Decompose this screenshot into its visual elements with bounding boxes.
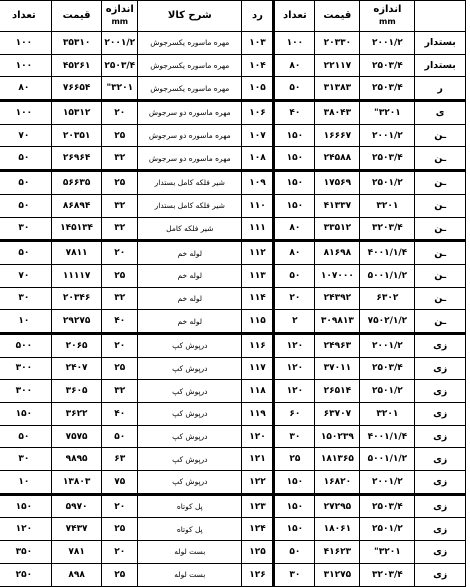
qty-cell-right: ۵۰ — [274, 77, 315, 101]
qty-cell: ۷۰ — [0, 124, 51, 147]
qty-cell: ۵۰ — [0, 241, 51, 265]
description-cell-right: ـن — [415, 241, 466, 265]
size-cell: ۲۰ — [102, 541, 138, 564]
row-number-cell: ۱۲۶ — [242, 563, 274, 586]
price-cell-right: ۳۷۰۱۱ — [315, 357, 360, 380]
price-cell-right: ۴۱۳۳۷ — [315, 194, 360, 217]
description-cell: پل کوتاه — [138, 518, 242, 541]
price-cell: ۵۶۶۳۵ — [51, 171, 102, 195]
price-cell: ۷۶۶۵۴ — [51, 77, 102, 101]
description-cell-right: زی — [415, 333, 466, 357]
description-cell: لوله خم — [138, 287, 242, 310]
qty-cell: ۳۰۰ — [0, 380, 51, 403]
price-cell-right: ۲۲۱۱۷ — [315, 54, 360, 77]
description-cell: لوله خم — [138, 241, 242, 265]
description-cell-right: ـن — [415, 124, 466, 147]
size-cell-right: ۲۰۰۱/۲ — [360, 32, 415, 55]
description-cell: بست لوله — [138, 541, 242, 564]
size-cell-right: ۳۲۰۱ — [360, 194, 415, 217]
row-number-cell: ۱۱۸ — [242, 380, 274, 403]
size-cell-right: ۴۰۰۱/۱/۴ — [360, 425, 415, 448]
price-cell: ۱۳۸۰۳ — [51, 471, 102, 495]
table-row — [0, 563, 466, 586]
description-cell: لوله خم — [138, 310, 242, 334]
qty-cell: ۱۰۰ — [0, 54, 51, 77]
price-cell: ۹۸۹۵ — [51, 448, 102, 471]
qty-cell: ۱۰۰ — [0, 32, 51, 55]
price-cell-right: ۱۵۰۲۳۹ — [315, 425, 360, 448]
description-cell-right: زی — [415, 563, 466, 586]
qty-cell-right: ۸۰ — [274, 217, 315, 241]
price-cell: ۷۸۱ — [51, 541, 102, 564]
row-number-cell: ۱۲۲ — [242, 471, 274, 495]
description-cell-right: زی — [415, 448, 466, 471]
price-header: قیمت — [51, 1, 102, 32]
size-cell: ۲۵ — [102, 124, 138, 147]
qty-cell-right: ۸۰ — [274, 241, 315, 265]
row-number-cell: ۱۰۴ — [242, 54, 274, 77]
price-cell: ۲۴۰۷ — [51, 357, 102, 380]
size-cell: ۳۲ — [102, 217, 138, 241]
qty-cell: ۳۵۰ — [0, 541, 51, 564]
size-cell-right: ۵۰۰۱/۱/۲ — [360, 448, 415, 471]
qty-cell-right: ۴۰ — [274, 101, 315, 125]
size-unit-right-label: mm — [379, 17, 396, 26]
description-cell: درپوش کپ — [138, 357, 242, 380]
size-cell: ۲۵ — [102, 563, 138, 586]
row-number-cell: ۱۲۱ — [242, 448, 274, 471]
table-row — [0, 124, 466, 147]
price-cell-right: ۲۴۹۶۳ — [315, 333, 360, 357]
price-cell-right: ۲۴۳۹۲ — [315, 287, 360, 310]
description-cell: درپوش کپ — [138, 403, 242, 426]
size-cell: ۳۲ — [102, 147, 138, 171]
size-cell: ۲۵ — [102, 357, 138, 380]
qty-cell: ۷۰ — [0, 264, 51, 287]
table-row — [0, 380, 466, 403]
qty-cell: ۳۰ — [0, 217, 51, 241]
price-table-body — [0, 1, 466, 587]
price-cell-right: ۸۱۶۹۸ — [315, 241, 360, 265]
description-cell: درپوش کپ — [138, 448, 242, 471]
row-header: رد — [242, 1, 274, 32]
row-number-cell: ۱۱۱ — [242, 217, 274, 241]
size-cell: ۲۰ — [102, 333, 138, 357]
size-cell-right: ۳۲۰۱ — [360, 403, 415, 426]
price-cell: ۷۸۱۱ — [51, 241, 102, 265]
description-cell-right: ی — [415, 101, 466, 125]
description-cell: مهره ماسوره دو سرجوش — [138, 124, 242, 147]
size-cell-right: ۵۰۰۱/۱/۲ — [360, 264, 415, 287]
qty-cell: ۱۰ — [0, 471, 51, 495]
table-row — [0, 471, 466, 495]
qty-cell-right: ۱۵۰ — [274, 471, 315, 495]
table-row — [0, 54, 466, 77]
description-cell-right: زی — [415, 425, 466, 448]
price-cell: ۸۶۸۹۴ — [51, 194, 102, 217]
header-row — [0, 1, 466, 32]
table-row — [0, 241, 466, 265]
qty-cell: ۵۰۰ — [0, 333, 51, 357]
size-cell: "۳۲۰۱ — [102, 77, 138, 101]
table-row — [0, 32, 466, 55]
description-cell: مهره ماسوره دو سرجوش — [138, 147, 242, 171]
price-cell: ۵۹۷۰ — [51, 494, 102, 518]
qty-cell: ۳۰ — [0, 287, 51, 310]
description-cell: مهره ماسوره دو سرجوش — [138, 101, 242, 125]
description-cell: درپوش کپ — [138, 425, 242, 448]
description-cell-right: زی — [415, 357, 466, 380]
description-cell: درپوش کپ — [138, 333, 242, 357]
row-number-cell: ۱۲۰ — [242, 425, 274, 448]
row-number-cell: ۱۱۲ — [242, 241, 274, 265]
price-cell-right: ۲۴۵۸۸ — [315, 147, 360, 171]
qty-cell-right: ۲۰ — [274, 287, 315, 310]
size-cell-right: ۳۲۰۳/۴ — [360, 563, 415, 586]
size-cell-right: "۳۲۰۱ — [360, 101, 415, 125]
description-cell: شیر فلکه کامل بستدار — [138, 194, 242, 217]
row-number-cell: ۱۲۳ — [242, 494, 274, 518]
price-cell: ۷۴۳۷ — [51, 518, 102, 541]
row-number-cell: ۱۰۵ — [242, 77, 274, 101]
qty-cell: ۲۵۰ — [0, 563, 51, 586]
size-cell-right: ۲۰۰۱/۲ — [360, 471, 415, 495]
price-cell-right: ۳۳۵۱۲ — [315, 217, 360, 241]
price-cell-right: ۱۸۱۳۶۵ — [315, 448, 360, 471]
row-number-cell: ۱۱۰ — [242, 194, 274, 217]
description-cell-right: زی — [415, 518, 466, 541]
size-unit-label: mm — [111, 17, 129, 26]
qty-cell: ۵۰ — [0, 194, 51, 217]
price-cell: ۲۶۹۶۴ — [51, 147, 102, 171]
table-row — [0, 541, 466, 564]
qty-cell: ۸۰ — [0, 77, 51, 101]
price-cell-right: ۲۶۵۱۴ — [315, 380, 360, 403]
price-cell: ۳۵۳۱۰ — [51, 32, 102, 55]
qty-cell-right: ۱۵۰ — [274, 124, 315, 147]
qty-cell-right: ۱۲۰ — [274, 357, 315, 380]
price-cell-right: ۱۰۷۰۰۰ — [315, 264, 360, 287]
size-cell-right: ۲۵۰۱/۲ — [360, 518, 415, 541]
size-header — [102, 1, 138, 32]
qty-cell-right: ۱۲۰ — [274, 333, 315, 357]
row-number-cell: ۱۱۹ — [242, 403, 274, 426]
size-cell-right: ۲۵۰۳/۴ — [360, 54, 415, 77]
description-cell-right: ـن — [415, 264, 466, 287]
size-cell-right: ۴۰۰۱/۱/۴ — [360, 241, 415, 265]
qty-cell: ۱۵۰ — [0, 494, 51, 518]
description-cell-right: ـن — [415, 287, 466, 310]
size-cell: ۲۵ — [102, 264, 138, 287]
row-number-cell: ۱۱۳ — [242, 264, 274, 287]
description-cell-right: زی — [415, 494, 466, 518]
qty-cell: ۱۰۰ — [0, 101, 51, 125]
row-number-cell: ۱۲۴ — [242, 518, 274, 541]
price-cell: ۴۵۲۶۱ — [51, 54, 102, 77]
table-row — [0, 217, 466, 241]
qty-cell: ۱۰ — [0, 310, 51, 334]
price-cell: ۳۶۰۵ — [51, 380, 102, 403]
size-cell: ۴۰ — [102, 310, 138, 334]
table-row — [0, 77, 466, 101]
price-cell-right: ۴۱۶۲۳ — [315, 541, 360, 564]
size-cell: ۲۵ — [102, 518, 138, 541]
description-cell: لوله خم — [138, 264, 242, 287]
size-cell: ۲۰ — [102, 101, 138, 125]
size-cell: ۷۵ — [102, 471, 138, 495]
size-cell: ۲۰ — [102, 494, 138, 518]
size-cell: ۳۲ — [102, 380, 138, 403]
price-cell: ۱۵۳۱۲ — [51, 101, 102, 125]
size-cell: ۵۰ — [102, 425, 138, 448]
size-cell-right: ۲۵۰۳/۴ — [360, 77, 415, 101]
qty-cell-right: ۱۵۰ — [274, 171, 315, 195]
qty-cell-right: ۱۰۰ — [274, 32, 315, 55]
size-cell: ۲۰۰۱/۲ — [102, 32, 138, 55]
qty-cell: ۳۰ — [0, 448, 51, 471]
row-number-cell: ۱۰۸ — [242, 147, 274, 171]
price-cell-right: ۱۶۸۲۰ — [315, 471, 360, 495]
price-cell-right: ۳۱۲۷۵ — [315, 563, 360, 586]
size-cell-right: ۲۵۰۱/۲ — [360, 380, 415, 403]
description-cell: مهره ماسوره یکسرجوش — [138, 54, 242, 77]
table-row — [0, 101, 466, 125]
price-cell: ۲۰۶۵ — [51, 333, 102, 357]
qty-cell-right: ۸۰ — [274, 54, 315, 77]
size-cell-right: "۳۲۰۱ — [360, 541, 415, 564]
size-cell-right: ۷۵۰۲/۱/۲ — [360, 310, 415, 334]
description-cell-right: ـن — [415, 310, 466, 334]
row-number-cell: ۱۱۶ — [242, 333, 274, 357]
table-row — [0, 403, 466, 426]
table-row — [0, 194, 466, 217]
description-cell-right: ـن — [415, 147, 466, 171]
price-cell-right: ۳۸۰۴۳ — [315, 101, 360, 125]
price-cell-right: ۳۱۳۸۳ — [315, 77, 360, 101]
description-cell: پل کوتاه — [138, 494, 242, 518]
qty-cell: ۵۰ — [0, 425, 51, 448]
price-cell: ۲۹۲۷۵ — [51, 310, 102, 334]
qty-cell-right: ۱۵۰ — [274, 494, 315, 518]
qty-cell-right: ۱۵۰ — [274, 194, 315, 217]
size-cell-right: ۲۵۰۳/۴ — [360, 494, 415, 518]
price-header-right: قیمت — [315, 1, 360, 32]
price-cell-right: ۱۸۰۶۱ — [315, 518, 360, 541]
size-cell-right: ۲۰۰۱/۲ — [360, 333, 415, 357]
price-cell-right: ۲۰۳۳۰ — [315, 32, 360, 55]
size-cell-right: ۲۵۰۳/۴ — [360, 147, 415, 171]
description-cell-right: ـن — [415, 194, 466, 217]
row-number-cell: ۱۲۵ — [242, 541, 274, 564]
description-cell: مهره ماسوره یکسرجوش — [138, 32, 242, 55]
price-cell-right: ۲۷۲۹۵ — [315, 494, 360, 518]
qty-cell: ۳۰۰ — [0, 357, 51, 380]
description-cell-right: ـن — [415, 171, 466, 195]
size-cell: ۳۲ — [102, 194, 138, 217]
size-header-right-label: اندازه — [373, 4, 402, 15]
table-row — [0, 147, 466, 171]
description-cell-right: زی — [415, 380, 466, 403]
table-row — [0, 425, 466, 448]
size-cell-right: ۳۲۰۳/۴ — [360, 217, 415, 241]
description-cell: درپوش کپ — [138, 471, 242, 495]
qty-cell-right: ۲۵ — [274, 448, 315, 471]
qty-cell: ۵۰ — [0, 171, 51, 195]
description-cell-right: بستدار — [415, 32, 466, 55]
size-cell: ۲۵۰۳/۴ — [102, 54, 138, 77]
table-row — [0, 171, 466, 195]
price-cell: ۸۹۸ — [51, 563, 102, 586]
table-row — [0, 494, 466, 518]
desc-header-right — [415, 1, 466, 32]
price-cell-right: ۱۶۶۶۷ — [315, 124, 360, 147]
size-header-label: اندازه — [105, 4, 134, 15]
price-cell: ۲۰۳۴۶ — [51, 287, 102, 310]
description-cell: درپوش کپ — [138, 380, 242, 403]
description-cell-right: زی — [415, 471, 466, 495]
table-row — [0, 448, 466, 471]
size-cell-right: ۲۵۰۳/۴ — [360, 357, 415, 380]
price-cell: ۲۰۳۵۱ — [51, 124, 102, 147]
size-cell-right: ۲۵۰۱/۲ — [360, 171, 415, 195]
qty-cell-right: ۱۲۰ — [274, 380, 315, 403]
qty-cell-right: ۵۰ — [274, 264, 315, 287]
table-row — [0, 310, 466, 334]
size-cell: ۲۰ — [102, 241, 138, 265]
description-cell-right: ر — [415, 77, 466, 101]
price-cell: ۱۱۱۱۷ — [51, 264, 102, 287]
qty-header-right: تعداد — [274, 1, 315, 32]
qty-cell-right: ۶۰ — [274, 403, 315, 426]
description-cell-right: بستدار — [415, 54, 466, 77]
description-cell-right: زی — [415, 403, 466, 426]
description-cell: شیر فلکه کامل — [138, 217, 242, 241]
description-cell: شیر فلکه کامل بستدار — [138, 171, 242, 195]
size-cell: ۳۲ — [102, 287, 138, 310]
qty-cell-right: ۱۵۰ — [274, 147, 315, 171]
description-cell-right: زی — [415, 541, 466, 564]
table-row — [0, 264, 466, 287]
table-row — [0, 357, 466, 380]
price-cell-right: ۱۷۵۶۹ — [315, 171, 360, 195]
price-cell: ۷۵۷۵ — [51, 425, 102, 448]
table-row — [0, 287, 466, 310]
qty-header: تعداد — [0, 1, 51, 32]
row-number-cell: ۱۱۷ — [242, 357, 274, 380]
price-cell-right: ۳۰۹۸۱۳ — [315, 310, 360, 334]
qty-cell-right: ۳۰ — [274, 563, 315, 586]
row-number-cell: ۱۰۶ — [242, 101, 274, 125]
size-cell-right: ۶۳۰۲ — [360, 287, 415, 310]
qty-cell: ۱۲۰ — [0, 518, 51, 541]
row-number-cell: ۱۰۳ — [242, 32, 274, 55]
size-cell: ۶۳ — [102, 448, 138, 471]
qty-cell: ۵۰ — [0, 147, 51, 171]
size-header-right — [360, 1, 415, 32]
row-number-cell: ۱۰۷ — [242, 124, 274, 147]
size-cell: ۴۰ — [102, 403, 138, 426]
price-cell: ۳۶۲۲ — [51, 403, 102, 426]
description-cell: مهره ماسوره یکسرجوش — [138, 77, 242, 101]
row-number-cell: ۱۱۵ — [242, 310, 274, 334]
row-number-cell: ۱۰۹ — [242, 171, 274, 195]
price-cell: ۱۴۵۱۳۴ — [51, 217, 102, 241]
qty-cell: ۱۵۰ — [0, 403, 51, 426]
qty-cell-right: ۲ — [274, 310, 315, 334]
desc-header: شرح کالا — [138, 1, 242, 32]
qty-cell-right: ۵۰ — [274, 541, 315, 564]
description-cell-right: ـن — [415, 217, 466, 241]
price-cell-right: ۶۳۷۰۷ — [315, 403, 360, 426]
description-cell: بست لوله — [138, 563, 242, 586]
table-row — [0, 333, 466, 357]
table-row — [0, 518, 466, 541]
qty-cell-right: ۳۰ — [274, 425, 315, 448]
row-number-cell: ۱۱۴ — [242, 287, 274, 310]
qty-cell-right: ۱۵۰ — [274, 518, 315, 541]
size-cell: ۲۵ — [102, 171, 138, 195]
size-cell-right: ۲۰۰۱/۲ — [360, 124, 415, 147]
